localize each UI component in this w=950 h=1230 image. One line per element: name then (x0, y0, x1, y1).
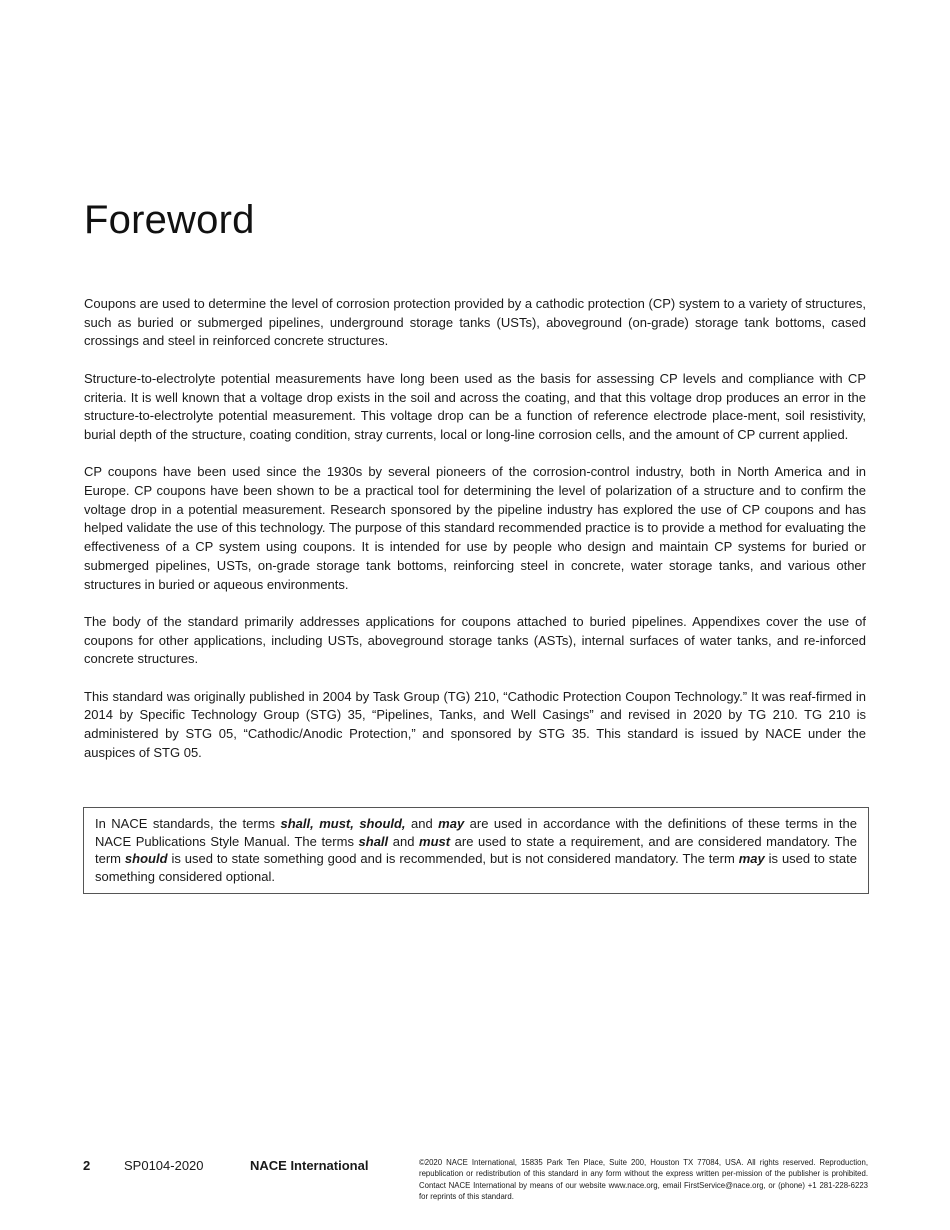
note-text: In NACE standards, the terms (95, 816, 281, 831)
note-term: may (438, 816, 465, 831)
copyright-notice: ©2020 NACE International, 15835 Park Ten Place, Suite 200, Houston TX 77084, USA. All rights reserved. Reproduction, republication or redistribution of this standard in any form without the express written per-mission of the publisher is prohibited. Contact NACE International by means of our website www.nace.org, email FirstService@nace.org, or (phone) +1 281-228-6223 for reprints of this standard. (419, 1158, 868, 1201)
page-number: 2 (83, 1158, 91, 1173)
paragraph-coupons-purpose: Coupons are used to determine the level of corrosion protection provided by a cathodic protection (CP) system to a variety of structures, such as buried or submerged pipelines, underground storage tanks (USTs), aboveground (on-grade) storage tank bottoms, cased crossings and steel in reinforced concrete structures. (84, 296, 866, 349)
paragraph-cp-coupons-history: CP coupons have been used since the 1930s by several pioneers of the corrosion-control industry, both in North America and in Europe. CP coupons have been shown to be a practical tool for determining the level of polarization of a structure and to confirm the voltage drop in a potential measurement. Research sponsored by the pipeline industry has explored the use of CP coupons and has helped validate the use of this technology. The purpose of this standard recommended practice is to provide a method for evaluating the effectiveness of a CP system using coupons. It is intended for use by people who design and maintain CP systems for buried or submerged pipelines, USTs, on-grade storage tank bottoms, reinforcing steel in concrete, water storage tanks, and various other structures in buried or aqueous environments. (84, 464, 866, 592)
paragraph-standard-scope: The body of the standard primarily addresses applications for coupons attached to buried pipelines. Appendixes cover the use of coupons for other applications, including USTs, aboveground storage tanks (ASTs), internal surfaces of water tanks, and re-inforced concrete structures. (84, 613, 866, 667)
note-text: are used to state a requirement, and are considered mandatory. The term (95, 833, 857, 866)
note-term: shall, must, should, (280, 816, 406, 831)
paragraph-potential-measurements: Structure-to-electrolyte potential measurements have long been used as the basis for assessing CP levels and compliance with CP criteria. It is well known that a voltage drop exists in the soil and across the coating, and that this voltage drop produces an error in the structure-to-electrolyte potential measurement. This voltage drop can be a function of reference electrode place-ment, soil resistivity, burial depth of the structure, coating condition, stray currents, local or long-line corrosion cells, and the amount of CP current applied. (84, 370, 866, 442)
note-term: must (419, 833, 451, 849)
note-term: should (124, 851, 168, 866)
note-text: is used to state something considered optional. (95, 851, 857, 884)
page-title: Foreword (84, 198, 255, 242)
paragraph-publication-history: This standard was originally published in 2004 by Task Group (TG) 210, “Cathodic Protection Coupon Technology.” It was reaf-firmed in 2014 by Specific Technology Group (STG) 35, “Pipelines, Tanks, and Well Casings” and revised in 2020 by TG 210. TG 210 is administered by STG 05, “Cathodic/Anodic Protection,” and sponsored by STG 35. This standard is issued by NACE under the auspices of STG 05. (84, 688, 866, 760)
publisher-name: NACE International (250, 1158, 369, 1173)
note-text: are used in accordance with the definitions of these terms in the NACE Publications Style Manual. The terms (95, 816, 857, 849)
terminology-note-box (83, 807, 869, 894)
note-term: may (738, 851, 765, 866)
note-term: shall (358, 833, 389, 849)
note-text: and (405, 816, 439, 831)
document-code: SP0104-2020 (124, 1158, 204, 1173)
note-text: and (388, 833, 420, 849)
note-text: is used to state something good and is recommended, but is not considered mandatory. The term (167, 851, 739, 866)
page-footer (0, 1156, 950, 1206)
foreword-body (84, 295, 866, 781)
